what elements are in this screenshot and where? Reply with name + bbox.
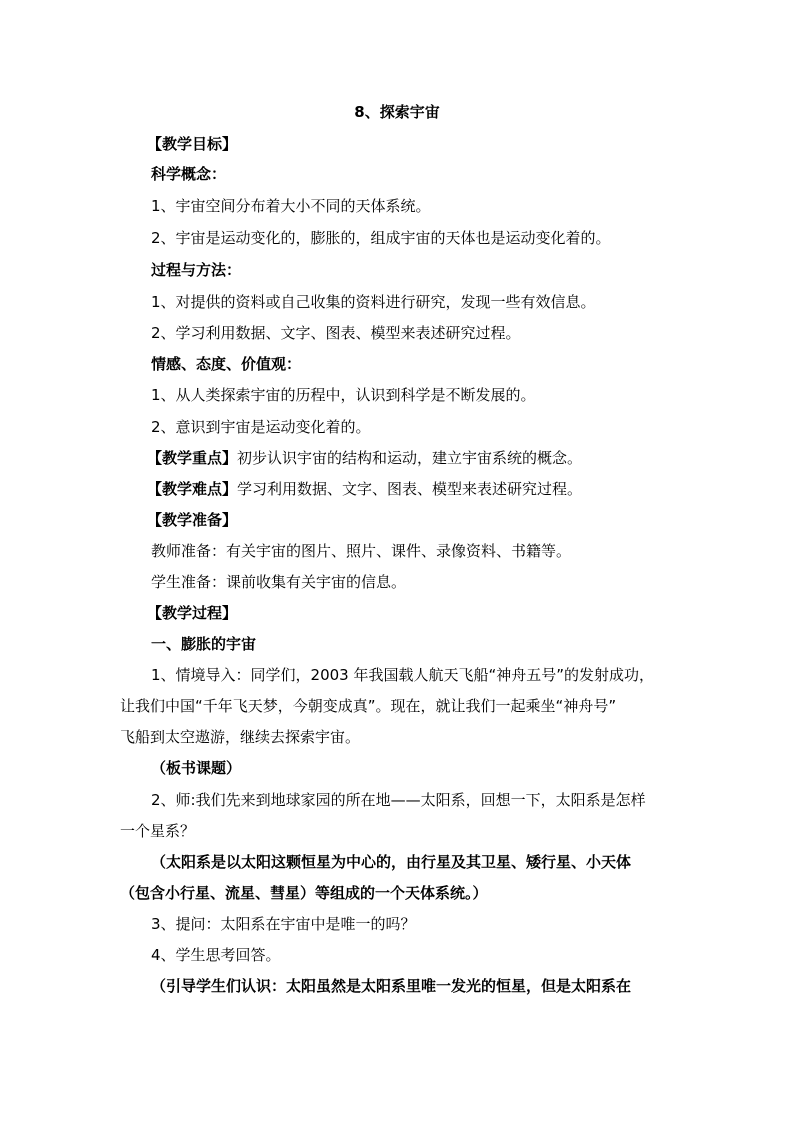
attitude-item: 1、从人类探索宇宙的历程中，认识到科学是不断发展的。 [151,386,536,404]
question-line: 3、提问：太阳系在宇宙中是唯一的吗？ [151,915,416,933]
science-concept-heading: 科学概念： [151,165,227,183]
objectives-heading: 【教学目标】 [147,135,238,153]
paragraph-line: 飞船到太空遨游，继续去探索宇宙。 [120,728,361,746]
answer-line: （包含小行星、流星、彗星）等组成的一个天体系统。） [120,884,488,902]
key-point-text: 初步认识宇宙的结构和运动，建立宇宙系统的概念。 [237,449,583,467]
difficulty [147,479,582,499]
student-preparation: 学生准备：课前收集有关宇宙的信息。 [151,573,407,591]
teacher-preparation: 教师准备：有关宇宙的图片、照片、课件、录像资料、书籍等。 [151,542,572,560]
board-note: （板书课题） [151,759,242,777]
process-method-heading: 过程与方法： [151,261,242,279]
difficulty-label: 【教学难点】 [147,480,238,498]
paragraph-line: 2、师:我们先来到地球家园的所在地——太阳系，回想一下，太阳系是怎样 [151,791,646,809]
document-title: 8、探索宇宙 [354,103,440,121]
key-point-label: 【教学重点】 [147,449,238,467]
paragraph-line: 一个星系？ [120,822,196,840]
science-concept-item: 1、宇宙空间分布着大小不同的天体系统。 [151,197,431,215]
answer-line: （太阳系是以太阳这颗恒星为中心的，由行星及其卫星、矮行星、小天体 [151,853,632,871]
question-line: 4、学生思考回答。 [151,946,281,964]
paragraph-line: 1、情境导入：同学们，2003 年我国载人航天飞船“神舟五号”的发射成功， [151,666,655,684]
science-concept-item: 2、宇宙是运动变化的，膨胀的，组成宇宙的天体也是运动变化着的。 [151,229,611,247]
process-method-item: 2、学习利用数据、文字、图表、模型来表述研究过程。 [151,324,521,342]
process-method-item: 1、对提供的资料或自己收集的资料进行研究，发现一些有效信息。 [151,293,596,311]
section-title: 一、膨胀的宇宙 [151,635,257,653]
difficulty-text: 学习利用数据、文字、图表、模型来表述研究过程。 [237,480,583,498]
attitude-item: 2、意识到宇宙是运动变化着的。 [151,418,371,436]
guide-line: （引导学生们认识：太阳虽然是太阳系里唯一发光的恒星，但是太阳系在 [151,977,632,995]
preparation-heading: 【教学准备】 [147,511,238,529]
paragraph-line: 让我们中国“千年飞天梦，今朝变成真”。现在，就让我们一起乘坐“神舟号” [120,697,617,715]
key-point [147,448,582,468]
attitude-heading: 情感、态度、价值观： [151,355,302,373]
process-heading: 【教学过程】 [147,604,238,622]
